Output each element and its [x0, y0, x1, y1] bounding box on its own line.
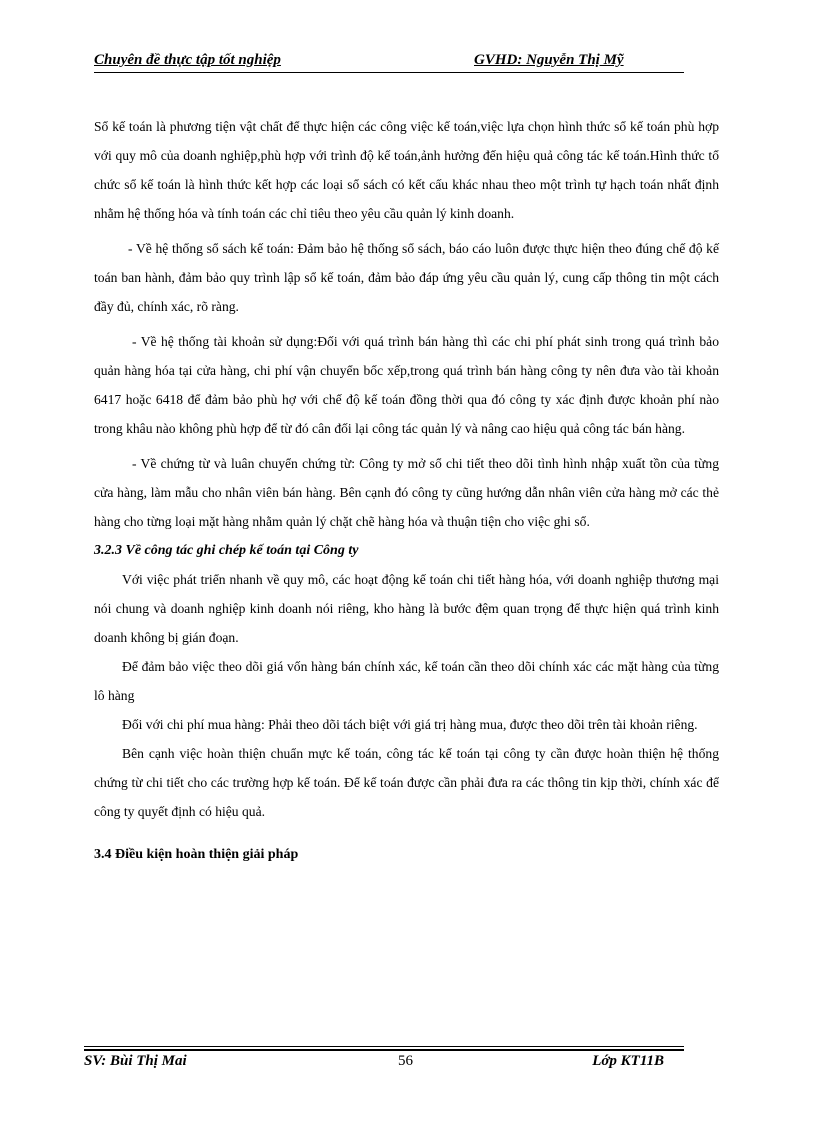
paragraph-4: - Về chứng từ và luân chuyển chứng từ: Công ty mở sổ chi tiết theo dõi tình hình nhập xuất tồn của từng cửa hàng, làm mẫu cho nhân viên bán hàng. Bên cạnh đó công ty cũng hướng dẫn nhân viên cửa hàng mở các thẻ hàng cho từng loại mặt hàng nhằm quản lý chặt chẽ hàng hóa và thuận tiện cho việc ghi sổ. — [94, 456, 719, 529]
paragraph-3: - Về hệ thống tài khoản sử dụng:Đối với quá trình bán hàng thì các chi phí phát sinh trong quá trình bảo quản hàng hóa tại cửa hàng, chi phí vận chuyển bốc xếp,trong quá trình bán hàng công ty nên đưa vào tài khoản 6417 hoặc 6418 để đảm bảo phù hợ với chế độ kế toán đồng thời qua đó công ty xác định được khoản phí nào trong khâu nào không phù hợp để từ đó cân đối lại công tác quản lý và nâng cao hiệu quả công tác bán hàng. — [94, 334, 719, 436]
footer-student: SV: Bùi Thị Mai — [84, 1053, 187, 1069]
paragraph-8: Bên cạnh việc hoàn thiện chuẩn mực kế toán, công tác kế toán tại công ty cần được hoàn thiện hệ thống chứng từ chi tiết cho các trường hợp kế toán. Để kế toán được cần phải đưa ra các thông tin kịp thời, chính xác để công ty quyết định có hiệu quả. — [94, 746, 719, 819]
paragraph-6: Để đảm bảo việc theo dõi giá vốn hàng bán chính xác, kế toán cần theo dõi chính xác các mặt hàng của từng lô hàng — [94, 659, 719, 703]
footer-rule-thin — [84, 1046, 684, 1047]
page-header — [94, 52, 684, 74]
section-heading: 3.4 Điều kiện hoàn thiện giải pháp — [94, 847, 299, 862]
page-body — [94, 112, 719, 869]
page-number: 56 — [398, 1053, 413, 1069]
header-advisor: GVHD: Nguyễn Thị Mỹ — [474, 52, 624, 68]
paragraph-2: - Về hệ thống sổ sách kế toán: Đảm bảo hệ thống sổ sách, báo cáo luôn được thực hiện theo đúng chế độ kế toán ban hành, đảm bảo quy trình lập sổ kế toán, đảm bảo đáp ứng yêu cầu quản lý, cung cấp thông tin một cách đầy đủ, chính xác, rõ ràng. — [94, 241, 719, 314]
footer-rule-thick — [84, 1049, 684, 1051]
subsection-heading: 3.2.3 Về công tác ghi chép kế toán tại Công ty — [94, 543, 359, 558]
header-rule — [94, 72, 684, 73]
paragraph-1: Sổ kế toán là phương tiện vật chất để thực hiện các công việc kế toán,việc lựa chọn hình thức sổ kế toán phù hợp với quy mô của doanh nghiệp,phù hợp với trình độ kế toán,ảnh hưởng đến hiệu quả công tác kế toán.Hình thức tổ chức sổ kế toán là hình thức kết hợp các loại sổ sách có kết cấu khác nhau theo một trình tự hạch toán nhất định nhằm hệ thống hóa và tính toán các chỉ tiêu theo yêu cầu quản lý kinh doanh. — [94, 119, 719, 221]
page-footer — [84, 1053, 684, 1075]
paragraph-7: Đối với chi phí mua hàng: Phải theo dõi tách biệt với giá trị hàng mua, được theo dõi trên tài khoản riêng. — [122, 717, 698, 732]
header-title: Chuyên đề thực tập tốt nghiệp — [94, 52, 281, 68]
paragraph-5: Với việc phát triển nhanh về quy mô, các hoạt động kế toán chi tiết hàng hóa, với doanh nghiệp thương mại nói chung và doanh nghiệp kinh doanh nói riêng, kho hàng là bước đệm quan trọng để thực hiện quá trình kinh doanh không bị gián đoạn. — [94, 572, 719, 645]
footer-class: Lớp KT11B — [592, 1053, 664, 1069]
